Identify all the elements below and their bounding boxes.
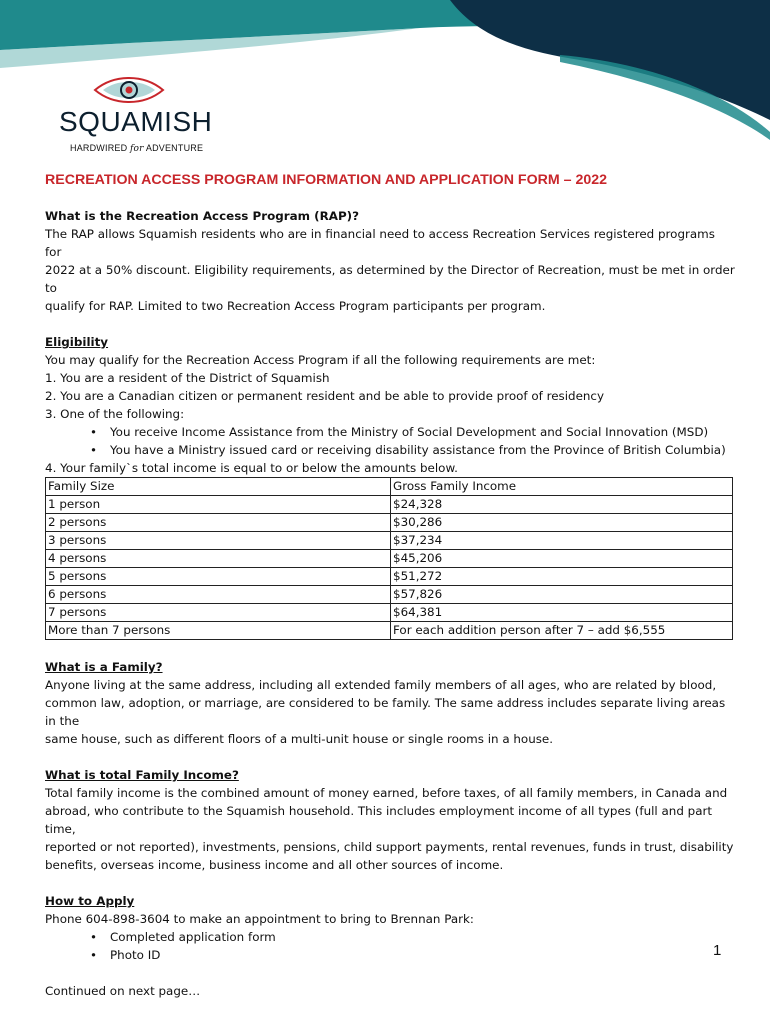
table-cell: 3 persons <box>46 532 391 550</box>
requirement-3-list <box>45 423 735 459</box>
tagline-pre: HARDWIRED <box>70 143 130 153</box>
table-cell: 1 person <box>46 496 391 514</box>
requirement-1: 1. You are a resident of the District of Squamish <box>45 371 330 385</box>
table-cell: $57,826 <box>391 586 733 604</box>
brand-tagline <box>70 143 203 154</box>
income-line-1: Total family income is the combined amount of money earned, before taxes, of all family members, in Canada and <box>45 786 728 800</box>
requirement-2: 2. You are a Canadian citizen or permanent resident and be able to provide proof of residency <box>45 389 605 403</box>
table-row <box>46 568 733 586</box>
table-cell: $45,206 <box>391 550 733 568</box>
tagline-post: ADVENTURE <box>143 143 204 153</box>
family-line-2: common law, adoption, or marriage, are considered to be family. The same address includes separate living areas in the <box>45 696 726 728</box>
apply-heading: How to Apply <box>45 894 135 908</box>
table-cell: 4 persons <box>46 550 391 568</box>
family-line-3: same house, such as different floors of a multi-unit house or single rooms in a house. <box>45 732 554 746</box>
apply-list <box>45 928 735 964</box>
income-line-3: reported or not reported), investments, pensions, child support payments, rental revenues, funds in trust, disability <box>45 840 734 854</box>
family-line-1: Anyone living at the same address, including all extended family members of all ages, who are related by blood, <box>45 678 717 692</box>
income-line-2: abroad, who contribute to the Squamish household. This includes employment income of all types (full and part time, <box>45 804 713 836</box>
brand-wordmark: SQUAMISH <box>59 106 213 137</box>
income-table <box>45 477 733 640</box>
table-row <box>46 532 733 550</box>
rap-line-3: qualify for RAP. Limited to two Recreation Access Program participants per program. <box>45 299 546 313</box>
continued-note: Continued on next page… <box>45 984 201 998</box>
table-row <box>46 604 733 622</box>
page-title: RECREATION ACCESS PROGRAM INFORMATION AND APPLICATION FORM – 2022 <box>45 172 608 188</box>
tagline-for: for <box>130 144 144 154</box>
rap-line-2: 2022 at a 50% discount. Eligibility requirements, as determined by the Director of Recreation, must be met in order to <box>45 263 735 295</box>
table-cell: 7 persons <box>46 604 391 622</box>
requirement-3: 3. One of the following: <box>45 407 185 421</box>
table-cell: $30,286 <box>391 514 733 532</box>
list-item: • You receive Income Assistance from the Ministry of Social Development and Social Innovation (MSD) <box>90 423 735 441</box>
requirement-4: 4. Your family`s total income is equal to or below the amounts below. <box>45 461 458 475</box>
table-row <box>46 622 733 640</box>
list-item: • You have a Ministry issued card or receiving disability assistance from the Province of British Columbia) <box>90 441 735 459</box>
eligibility-heading: Eligibility <box>45 335 109 349</box>
list-item: • Completed application form <box>90 928 735 946</box>
table-row <box>46 514 733 532</box>
rap-line-1: The RAP allows Squamish residents who are in financial need to access Recreation Services registered programs for <box>45 227 715 259</box>
table-header-row <box>46 478 733 496</box>
page-number: 1 <box>713 942 722 959</box>
apply-intro: Phone 604-898-3604 to make an appointment to bring to Brennan Park: <box>45 912 474 926</box>
table-cell: 2 persons <box>46 514 391 532</box>
table-cell: For each addition person after 7 – add $6,555 <box>391 622 733 640</box>
income-heading: What is total Family Income? <box>45 768 239 782</box>
list-item: • Photo ID <box>90 946 735 964</box>
eligibility-intro: You may qualify for the Recreation Access Program if all the following requirements are met: <box>45 353 596 367</box>
table-cell: 5 persons <box>46 568 391 586</box>
table-header-family-size: Family Size <box>46 478 391 496</box>
table-cell: 6 persons <box>46 586 391 604</box>
table-row <box>46 550 733 568</box>
table-header-gross-income: Gross Family Income <box>391 478 733 496</box>
income-line-4: benefits, overseas income, business income and all other sources of income. <box>45 858 504 872</box>
eye-emblem-icon <box>93 76 165 104</box>
rap-heading: What is the Recreation Access Program (RAP)? <box>45 209 360 223</box>
table-row <box>46 586 733 604</box>
document-body <box>45 207 735 1000</box>
table-cell: $37,234 <box>391 532 733 550</box>
table-cell: $64,381 <box>391 604 733 622</box>
table-row <box>46 496 733 514</box>
table-cell: $51,272 <box>391 568 733 586</box>
table-cell: More than 7 persons <box>46 622 391 640</box>
family-heading: What is a Family? <box>45 660 163 674</box>
table-cell: $24,328 <box>391 496 733 514</box>
